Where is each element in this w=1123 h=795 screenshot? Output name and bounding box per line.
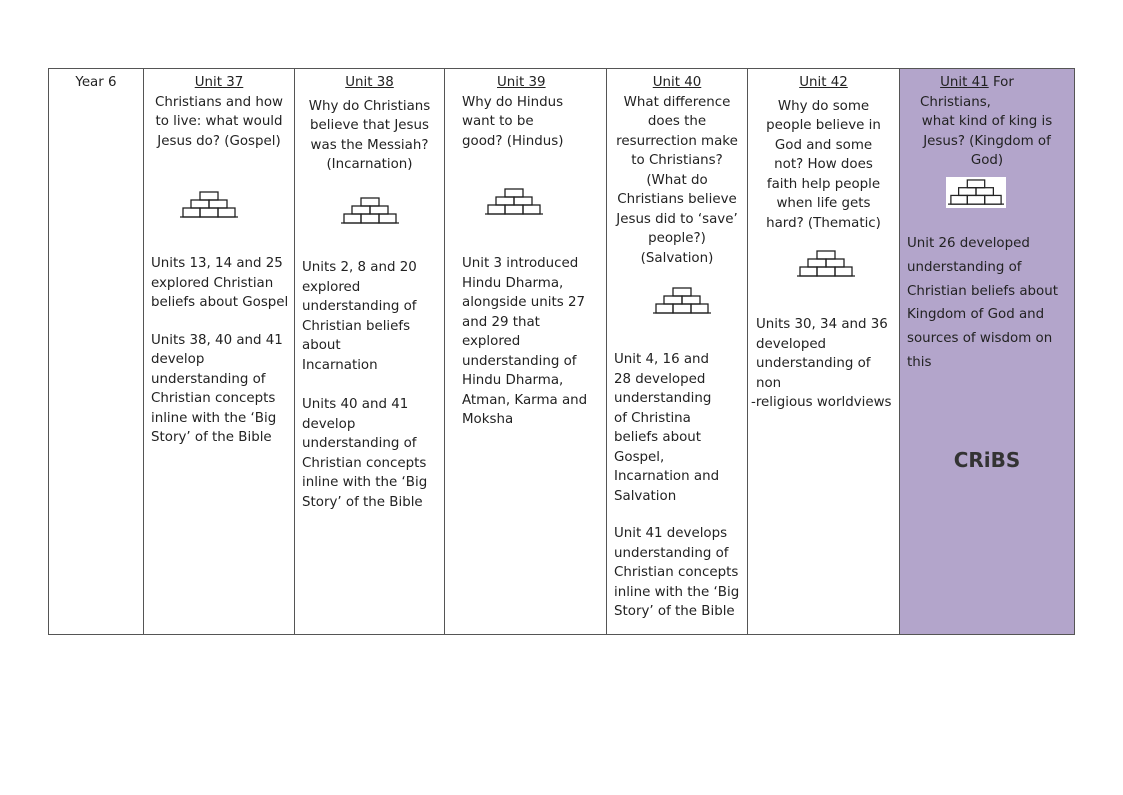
body-line: Salvation (614, 488, 677, 504)
unit-38-title-line: was the Messiah? (310, 137, 429, 153)
unit-41-title-line: what kind of king is (921, 114, 1053, 129)
unit-40-title-line: Christians believe (617, 192, 737, 207)
body-line: develop (302, 416, 356, 432)
unit-42-title-line: Why do some (777, 98, 870, 114)
body-line: understanding of (302, 299, 417, 314)
body-line: Story’ of the Bible (302, 494, 423, 510)
body-line: explored Christian (151, 275, 274, 291)
unit-40-heading (607, 69, 747, 268)
body-line: develop (151, 352, 205, 367)
pyramid-blocks-icon (341, 197, 399, 229)
body-line: Atman, Karma and (462, 392, 588, 408)
unit-42-body (751, 315, 895, 431)
body-line: 28 developed (614, 371, 706, 387)
unit-38-heading (295, 69, 444, 175)
unit-38-column (295, 69, 445, 634)
body-line: Gospel, (614, 449, 665, 465)
body-line: about (302, 338, 341, 353)
unit-40-title-line: (Salvation) (640, 250, 714, 266)
unit-40-title-line: resurrection make (616, 133, 738, 149)
unit-41-link[interactable]: Unit 41 (940, 75, 989, 90)
body-line: Moksha (462, 412, 514, 427)
unit-41-column (900, 69, 1074, 634)
unit-40-title-line: (What do (646, 172, 708, 188)
unit-40-title-line: What difference (623, 94, 731, 110)
body-line: Hindu Dharma, (462, 275, 564, 291)
unit-42-link[interactable]: Unit 42 (799, 75, 848, 90)
unit-42-title-line: not? How does (774, 157, 873, 172)
unit-40-title-line: people?) (648, 231, 706, 246)
unit-39-heading (445, 69, 606, 151)
unit-41-title-line: Christians, (920, 94, 991, 110)
body-line: Unit 26 developed (907, 236, 1030, 251)
unit-42-title-line: faith help people (766, 176, 881, 192)
unit-38-body (302, 258, 440, 530)
body-line: non (756, 375, 782, 391)
unit-42-title-line: people believe in (766, 118, 881, 133)
body-line: developed (756, 336, 827, 352)
unit-38-title-line: believe that Jesus (310, 118, 429, 133)
body-line: explored (302, 279, 361, 295)
unit-42-title-line: when life gets (776, 196, 871, 211)
body-line: beliefs about Gospel (151, 295, 289, 310)
unit-39-title-line: Why do Hindus (462, 94, 564, 110)
body-line: Story’ of the Bible (151, 430, 272, 445)
body-line: and 29 that (462, 314, 540, 330)
pyramid-blocks-icon (485, 188, 543, 220)
body-line: understanding of (614, 545, 729, 561)
unit-40-title-line: Jesus did to ‘save’ (616, 211, 738, 227)
body-line: -religious worldviews (751, 395, 892, 410)
pyramid-blocks-icon (946, 177, 1006, 208)
unit-42-paragraph (751, 315, 895, 413)
pyramid-blocks-icon (180, 191, 238, 223)
body-line: Hindu Dharma, (462, 373, 564, 388)
pyramid-blocks-icon (653, 287, 711, 319)
unit-38-paragraph (302, 395, 440, 512)
year-column (49, 69, 144, 634)
body-line: Christian beliefs about (907, 283, 1058, 299)
unit-40-body (614, 350, 743, 640)
unit-42-heading (748, 69, 899, 233)
body-line: of Christina (614, 410, 691, 426)
body-line: understanding of (462, 353, 577, 369)
unit-37-title-line: Jesus do? (Gospel) (157, 133, 281, 149)
unit-39-paragraph (462, 254, 602, 430)
unit-42-title-line: God and some (774, 137, 873, 153)
body-line: Incarnation (302, 357, 378, 373)
body-line: Kingdom of God and (907, 307, 1045, 323)
body-line: understanding of (151, 371, 266, 387)
unit-40-paragraph (614, 350, 743, 506)
body-line: alongside units 27 (462, 295, 586, 310)
unit-39-body (462, 254, 602, 448)
unit-40-column (607, 69, 748, 634)
body-line: Unit 41 develops (614, 526, 728, 541)
body-line: inline with the ‘Big (302, 475, 428, 490)
body-line: understanding (614, 391, 712, 406)
body-line: sources of wisdom on (907, 331, 1053, 347)
body-line: Incarnation and (614, 469, 720, 484)
unit-40-title-line: does the (647, 114, 707, 129)
body-line: Story’ of the Bible (614, 604, 735, 619)
body-line: Units 2, 8 and 20 (302, 260, 417, 275)
body-line: understanding of (302, 436, 417, 451)
unit-38-link[interactable]: Unit 38 (345, 75, 394, 90)
unit-39-column (445, 69, 607, 634)
curriculum-table (48, 68, 1075, 635)
unit-37-heading (144, 69, 294, 151)
unit-42-column (748, 69, 900, 634)
unit-38-title-line: Why do Christians (308, 98, 431, 114)
unit-39-link[interactable]: Unit 39 (497, 75, 546, 90)
unit-37-column (144, 69, 295, 634)
unit-39-title-line: want to be (462, 114, 534, 129)
body-line: Unit 4, 16 and (614, 352, 710, 367)
unit-41-heading (900, 69, 1074, 171)
body-line: Unit 3 introduced (462, 256, 579, 271)
year-label: Year 6 (75, 75, 117, 90)
unit-39-title-line: good? (Hindus) (462, 133, 564, 149)
unit-41-suffix: For (988, 75, 1014, 90)
body-line: inline with the ‘Big (151, 410, 277, 426)
unit-41-title-line: Jesus? (Kingdom of God) (923, 133, 1051, 168)
unit-41-body (907, 232, 1070, 375)
unit-37-paragraph (151, 331, 290, 448)
unit-42-title-line: hard? (Thematic) (766, 215, 881, 231)
body-line: Christian concepts (614, 565, 739, 580)
unit-40-link[interactable]: Unit 40 (652, 75, 702, 90)
body-line: understanding of (756, 356, 871, 371)
unit-37-title-line: to live: what would (155, 114, 283, 129)
body-line: inline with the ‘Big (614, 584, 740, 600)
unit-40-title-line: to Christians? (631, 153, 723, 168)
body-line: Units 40 and 41 (302, 397, 409, 412)
cribs-badge: CRiBS (953, 448, 1021, 472)
body-line: Christian concepts (302, 455, 427, 471)
body-line: Christian concepts (151, 391, 276, 406)
body-line: Units 13, 14 and 25 (151, 256, 283, 271)
body-line: Christian beliefs (302, 318, 411, 334)
body-line: this (907, 354, 932, 370)
unit-38-title-line: (Incarnation) (326, 157, 413, 172)
unit-38-paragraph (302, 258, 440, 375)
body-line: Units 30, 34 and 36 (756, 317, 888, 332)
unit-37-paragraph (151, 254, 290, 313)
unit-37-title-line: Christians and how (154, 94, 283, 110)
body-line: beliefs about (614, 430, 701, 445)
pyramid-blocks-icon (797, 250, 855, 282)
unit-37-body (151, 254, 290, 466)
body-line: explored (462, 334, 521, 349)
body-line: Units 38, 40 and 41 (151, 332, 283, 348)
unit-37-link[interactable]: Unit 37 (194, 75, 244, 90)
unit-40-paragraph (614, 524, 743, 622)
body-line: understanding of (907, 259, 1022, 275)
